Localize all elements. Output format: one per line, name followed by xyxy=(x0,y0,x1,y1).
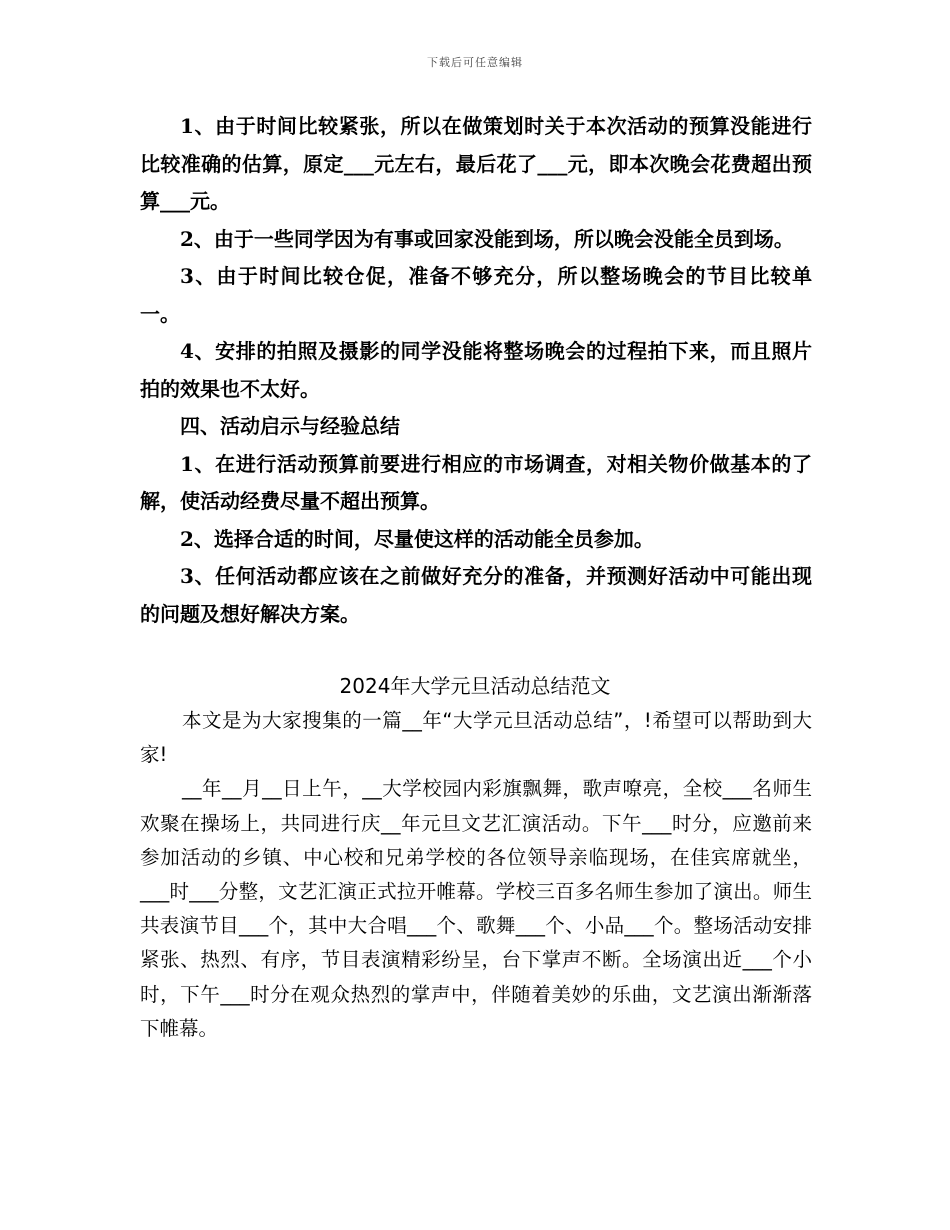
paragraph: 2、由于一些同学因为有事或回家没能到场，所以晚会没能全员到场。 xyxy=(180,226,794,251)
paragraph: 1、在进行活动预算前要进行相应的市场调查，对相关物价做基本的了解，使活动经费尽量不超出预算。 xyxy=(140,451,812,513)
paragraph: 2、选择合适的时间，尽量使这样的活动能全员参加。 xyxy=(180,526,654,551)
paragraph: 本文是为大家搜集的一篇__年“大学元旦活动总结”，!希望可以帮助到大家! xyxy=(140,709,812,767)
paragraph: 4、安排的拍照及摄影的同学没能将整场晚会的过程拍下来，而且照片拍的效果也不太好。 xyxy=(140,339,812,401)
article-title: 2024年大学元旦活动总结范文 xyxy=(339,674,611,698)
page-header: 下载后可任意编辑 xyxy=(427,56,523,69)
section-heading: 四、活动启示与经验总结 xyxy=(180,414,400,438)
paragraph: 3、任何活动都应该在之前做好充分的准备，并预测好活动中可能出现的问题及想好解决方案。 xyxy=(140,564,812,626)
paragraph: 1、由于时间比较紧张，所以在做策划时关于本次活动的预算没能进行比较准确的估算，原定___元左右，最后花了___元，即本次晚会花费超出预算___元。 xyxy=(140,114,812,213)
article-body xyxy=(140,704,812,1046)
summary-section xyxy=(140,108,812,633)
paragraph: 3、由于时间比较仓促，准备不够充分，所以整场晚会的节目比较单一。 xyxy=(140,264,812,326)
paragraph: __年__月__日上午，__大学校园内彩旗飘舞，歌声嘹亮，全校___名师生欢聚在操场上，共同进行庆__年元旦文艺汇演活动。下午___时分，应邀前来参加活动的乡镇、中心校和兄弟学校的各位领导亲临现场，在佳宾席就坐，___时___分整，文艺汇演正式拉开帷幕。学校三百多名师生参加了演出。师生共表演节目___个，其中大合唱___个、歌舞___个、小品___个。整场活动安排紧张、热烈、有序，节目表演精彩纷呈，台下掌声不断。全场演出近___个小时，下午___时分在观众热烈的掌声中，伴随着美妙的乐曲，文艺演出渐渐落下帷幕。 xyxy=(140,777,812,1040)
